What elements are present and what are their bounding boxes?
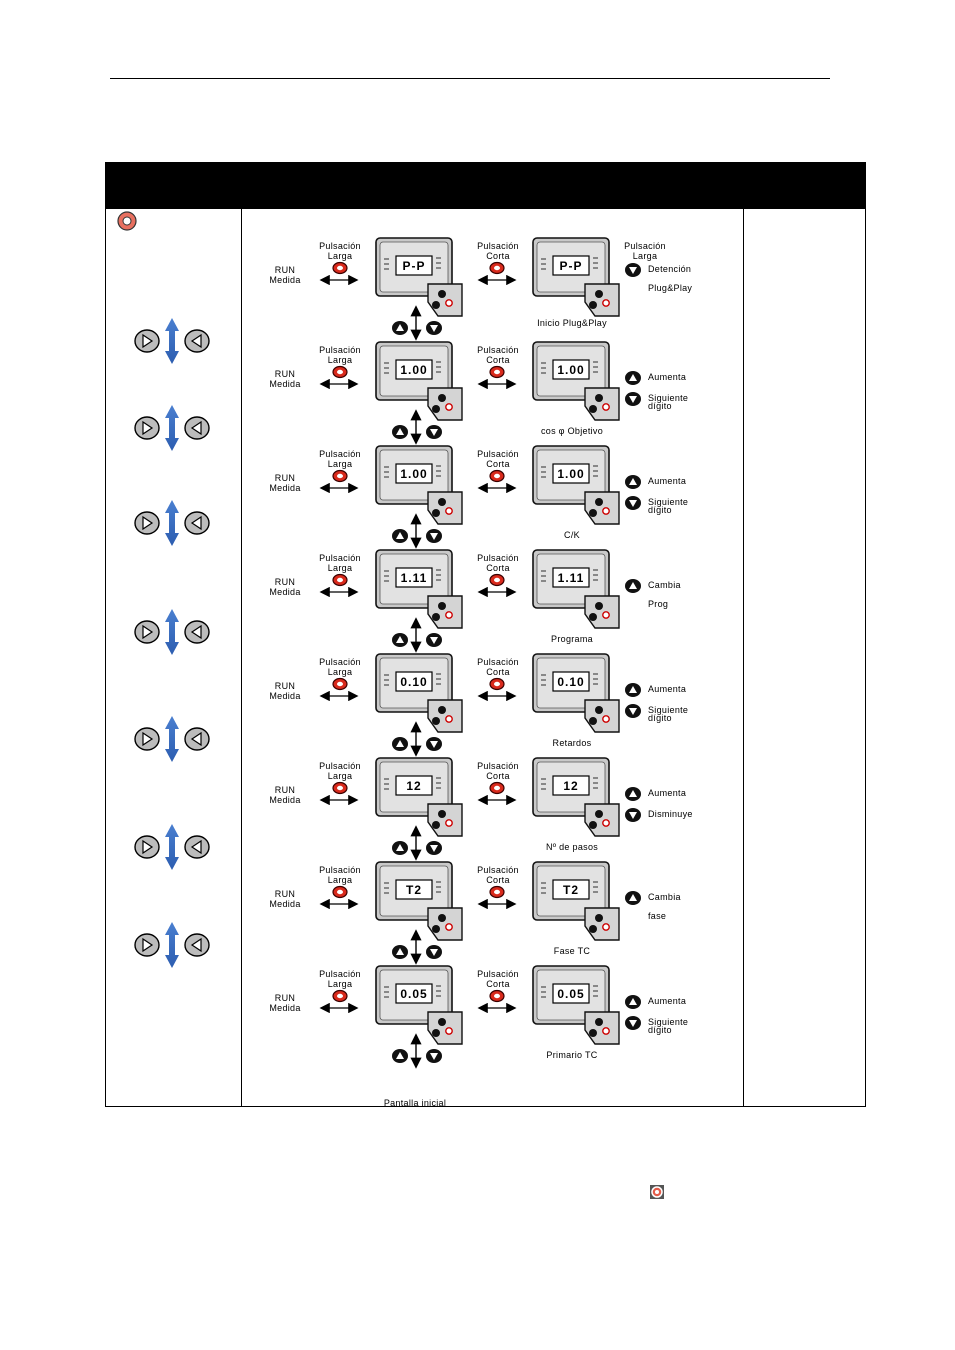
device-keypad	[428, 388, 462, 420]
device-main	[376, 342, 462, 420]
short-press-label: Pulsación Corta	[477, 345, 519, 365]
up-button-icon	[625, 787, 641, 801]
screen-caption: Primario TC	[546, 1050, 598, 1060]
action-label: Aumenta	[648, 476, 687, 486]
blue-double-arrow-icon	[165, 824, 179, 870]
red-press-icon	[333, 991, 347, 1002]
blue-double-arrow-icon	[165, 500, 179, 546]
run-medida-label: RUN Medida	[269, 785, 301, 805]
long-press-label: Pulsación Larga	[319, 449, 361, 469]
left-nav-column	[118, 212, 209, 968]
action-label: Siguiente	[648, 1017, 689, 1027]
up-button-icon	[625, 371, 641, 385]
nav-pair-icon	[135, 318, 209, 364]
short-press-label: Pulsación Corta	[477, 865, 519, 885]
device-keypad	[428, 804, 462, 836]
device-keypad	[585, 388, 619, 420]
red-press-icon	[490, 471, 504, 482]
screen-caption: cos φ Objetivo	[540, 426, 604, 436]
device-keypad	[585, 596, 619, 628]
next-button-icon	[625, 704, 641, 718]
device-keypad	[428, 596, 462, 628]
action-label: fase	[648, 911, 667, 921]
short-press-label: Pulsación Corta	[477, 657, 519, 677]
run-medida-label: RUN Medida	[269, 473, 301, 493]
device-edit	[533, 550, 619, 628]
device-edit	[533, 238, 619, 316]
device-edit	[533, 862, 619, 940]
action-label: dígito	[648, 713, 672, 723]
nav-pair-icon	[135, 609, 209, 655]
up-button-icon	[392, 841, 408, 855]
up-button-icon	[392, 425, 408, 439]
short-press-label: Pulsación Corta	[477, 241, 519, 261]
red-press-icon	[333, 679, 347, 690]
red-press-icon	[333, 783, 347, 794]
red-press-icon	[333, 575, 347, 586]
screen-caption: Nº de pasos	[545, 842, 599, 852]
up-button-icon	[625, 683, 641, 697]
device-main	[376, 862, 462, 940]
device-keypad	[585, 492, 619, 524]
action-label: Disminuye	[648, 809, 693, 819]
nav-pair-icon	[135, 500, 209, 546]
red-press-icon	[490, 575, 504, 586]
run-medida-label: RUN Medida	[269, 369, 301, 389]
device-edit	[533, 342, 619, 420]
up-button-icon	[392, 737, 408, 751]
device-main	[376, 238, 462, 316]
long-press-label: Pulsación Larga	[319, 761, 361, 781]
action-label: Aumenta	[648, 996, 687, 1006]
run-medida-label: RUN Medida	[269, 681, 301, 701]
device-display-value: 1.11	[557, 571, 585, 585]
short-press-label: Pulsación Corta	[477, 449, 519, 469]
red-press-icon	[333, 367, 347, 378]
action-label: Plug&Play	[648, 283, 693, 293]
red-press-icon	[490, 679, 504, 690]
down-button-icon	[426, 633, 442, 647]
device-display-value: 1.11	[400, 571, 428, 585]
short-press-label: Pulsación Corta	[477, 969, 519, 989]
nav-pair-icon	[135, 922, 209, 968]
device-display-value: 0.10	[557, 675, 585, 689]
down-button-icon	[426, 425, 442, 439]
action-label: Siguiente	[648, 705, 689, 715]
nav-pair-icon	[135, 824, 209, 870]
next-button-icon	[625, 808, 641, 822]
action-label: Siguiente	[648, 497, 689, 507]
device-main	[376, 966, 462, 1044]
action-label: dígito	[648, 505, 672, 515]
device-display-value: 0.10	[400, 675, 428, 689]
device-edit	[533, 654, 619, 732]
down-button-icon	[426, 321, 442, 335]
device-keypad	[585, 804, 619, 836]
device-keypad	[428, 492, 462, 524]
blue-double-arrow-icon	[165, 318, 179, 364]
down-button-icon	[426, 737, 442, 751]
action-label: Cambia	[648, 892, 681, 902]
red-press-icon	[333, 887, 347, 898]
up-button-icon	[392, 321, 408, 335]
up-button-icon	[625, 475, 641, 489]
red-press-icon	[333, 471, 347, 482]
short-press-label: Pulsación Corta	[477, 553, 519, 573]
up-button-icon	[392, 633, 408, 647]
long-press-label: Pulsación Larga	[319, 345, 361, 365]
device-display-value: T2	[562, 883, 580, 897]
screen-caption: Inicio Plug&Play	[537, 318, 607, 328]
red-press-icon	[333, 263, 347, 274]
action-label: Aumenta	[648, 372, 687, 382]
run-medida-label: RUN Medida	[269, 993, 301, 1013]
device-main	[376, 446, 462, 524]
nav-pair-icon	[135, 716, 209, 762]
device-keypad	[585, 1012, 619, 1044]
run-medida-label: RUN Medida	[269, 889, 301, 909]
device-edit	[533, 446, 619, 524]
device-edit	[533, 758, 619, 836]
action-label: Detención	[648, 264, 692, 274]
device-display-value: 1.00	[400, 467, 428, 481]
device-display-value: 1.00	[400, 363, 428, 377]
up-button-icon	[392, 529, 408, 543]
screen-caption: Fase TC	[553, 946, 591, 956]
down-button-icon	[426, 841, 442, 855]
screen-caption: C/K	[564, 530, 580, 540]
device-keypad	[428, 700, 462, 732]
device-display-value: P-P	[402, 259, 426, 273]
device-display-value: 12	[406, 779, 422, 793]
action-label: dígito	[648, 1025, 672, 1035]
device-main	[376, 654, 462, 732]
device-main	[376, 758, 462, 836]
down-button-icon	[625, 263, 641, 277]
red-circle-button-icon	[118, 212, 136, 230]
long-press-label: Pulsación Larga	[624, 241, 666, 261]
long-press-label: Pulsación Larga	[319, 969, 361, 989]
action-label: Prog	[648, 599, 669, 609]
next-button-icon	[625, 496, 641, 510]
bottom-caption: Pantalla inicial	[383, 1098, 447, 1108]
device-keypad	[428, 908, 462, 940]
nav-pair-icon	[135, 405, 209, 451]
red-press-icon	[490, 263, 504, 274]
device-edit	[533, 966, 619, 1044]
device-display-value: 1.00	[557, 363, 585, 377]
red-press-icon	[490, 783, 504, 794]
long-press-label: Pulsación Larga	[319, 657, 361, 677]
run-medida-label: RUN Medida	[269, 577, 301, 597]
run-medida-label: RUN Medida	[269, 265, 301, 285]
up-button-icon	[625, 891, 641, 905]
device-keypad	[585, 908, 619, 940]
screen-caption: Programa	[551, 634, 593, 644]
device-keypad	[428, 1012, 462, 1044]
action-label: Cambia	[648, 580, 681, 590]
device-keypad	[428, 284, 462, 316]
down-button-icon	[426, 529, 442, 543]
up-button-icon	[392, 945, 408, 959]
red-press-icon	[490, 991, 504, 1002]
screen-caption: Retardos	[552, 738, 592, 748]
next-button-icon	[625, 392, 641, 406]
long-press-label: Pulsación Larga	[319, 865, 361, 885]
short-press-label: Pulsación Corta	[477, 761, 519, 781]
action-label: Aumenta	[648, 684, 687, 694]
device-keypad	[585, 284, 619, 316]
action-label: Aumenta	[648, 788, 687, 798]
action-label: Siguiente	[648, 393, 689, 403]
action-label: dígito	[648, 401, 672, 411]
down-button-icon	[426, 1049, 442, 1063]
up-button-icon	[625, 579, 641, 593]
blue-double-arrow-icon	[165, 922, 179, 968]
long-press-label: Pulsación Larga	[319, 553, 361, 573]
red-press-icon	[490, 887, 504, 898]
device-display-value: 0.05	[557, 987, 585, 1001]
device-display-value: T2	[405, 883, 423, 897]
down-button-icon	[426, 945, 442, 959]
device-keypad	[585, 700, 619, 732]
up-button-icon	[392, 1049, 408, 1063]
blue-double-arrow-icon	[165, 609, 179, 655]
blue-double-arrow-icon	[165, 716, 179, 762]
next-button-icon	[625, 1016, 641, 1030]
blue-double-arrow-icon	[165, 405, 179, 451]
device-display-value: 12	[563, 779, 579, 793]
long-press-label: Pulsación Larga	[319, 241, 361, 261]
device-display-value: 1.00	[557, 467, 585, 481]
device-main	[376, 550, 462, 628]
red-press-icon	[490, 367, 504, 378]
device-display-value: P-P	[559, 259, 583, 273]
up-button-icon	[625, 995, 641, 1009]
red-circle-button-icon	[650, 1185, 664, 1199]
device-display-value: 0.05	[400, 987, 428, 1001]
